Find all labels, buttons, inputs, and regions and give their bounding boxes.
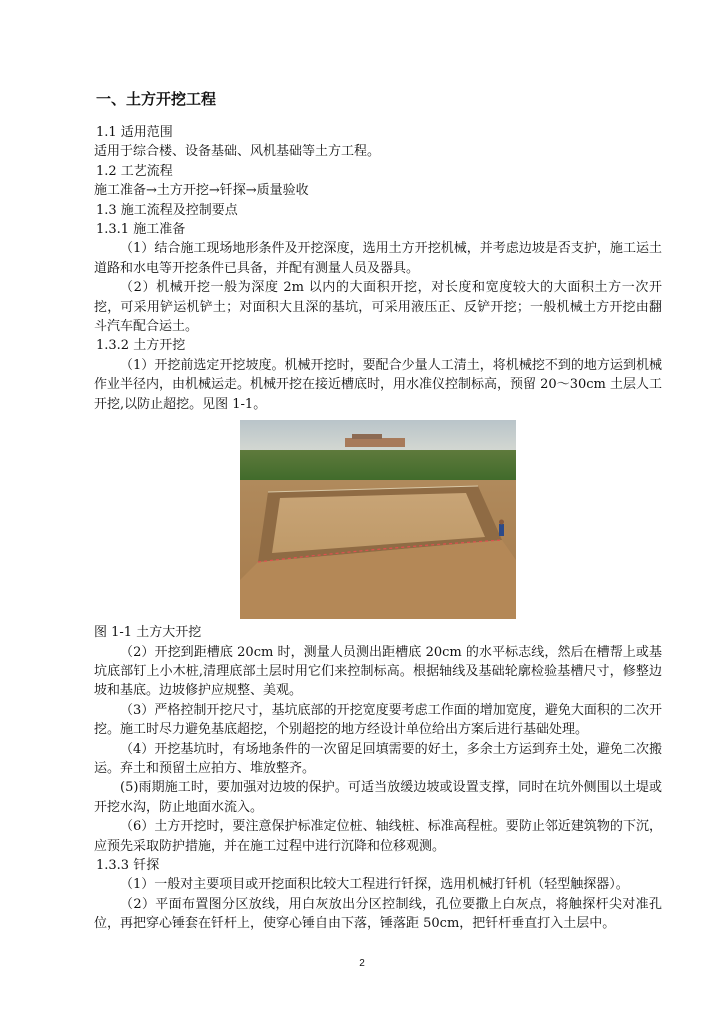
paragraph: （2）平面布置图分区放线，用白灰放出分区控制线，孔位要撒上白灰点，将触探杆尖对准孔位，再把穿心锤套在钎杆上，使穿心锤自由下落，锤落距 50cm，把钎杆垂直打入土层中。 bbox=[94, 896, 662, 932]
page-number: 2 bbox=[359, 958, 365, 969]
section-heading: 一、土方开挖工程 bbox=[96, 90, 217, 108]
subsection-1-1-text: 适用于综合楼、设备基础、风机基础等土方工程。 bbox=[94, 144, 381, 160]
subsection-1-2-text: 施工准备→土方开挖→钎探→质量验收 bbox=[94, 183, 309, 199]
paragraph: （1）结合施工现场地形条件及开挖深度，选用土方开挖机械，并考虑边坡是否支护，施工运土道路和水电等开挖条件已具备，并配有测量人员及器具。 bbox=[94, 241, 662, 276]
subsection-1-1: 1.1 适用范围 bbox=[96, 125, 173, 140]
paragraph: （2）开挖到距槽底 20cm 时，测量人员测出距槽底 20cm 的水平标志线，然后在槽帮上或基坑底部钉上小木桩,清理底部土层时用它们来控制标高。根据轴线及基础轮廓检验基槽尺寸，修整边坡和基底。边坡修护应规整、美观。 bbox=[94, 644, 662, 699]
excavation-photo-graphic bbox=[240, 420, 516, 619]
paragraph: （6）土方开挖时，要注意保护标准定位桩、轴线桩、标准高程桩。要防止邻近建筑物的下沉，应预先采取防护措施，并在施工过程中进行沉降和位移观测。 bbox=[94, 819, 662, 854]
subsection-1-3-1: 1.3.1 施工准备 bbox=[96, 222, 186, 238]
subsection-1-3-2: 1.3.2 土方开挖 bbox=[96, 338, 186, 354]
subsection-1-3: 1.3 施工流程及控制要点 bbox=[96, 202, 238, 218]
paragraph: (5)雨期施工时，要加强对边坡的保护。可适当放缓边坡或设置支撑，同时在坑外侧围以土堤或开挖水沟，防止地面水流入。 bbox=[94, 780, 662, 815]
paragraph: （1）一般对主要项目或开挖面积比较大工程进行钎探，选用机械打钎机（轻型触探器）。 bbox=[120, 877, 629, 893]
subsection-1-2: 1.2 工艺流程 bbox=[96, 163, 173, 179]
excavation-photo bbox=[240, 420, 516, 619]
paragraph: （3）严格控制开挖尺寸，基坑底部的开挖宽度要考虑工作面的增加宽度，避免大面积的二次开挖。施工时尽力避免基底超挖，个别超挖的地方经设计单位给出方案后进行基础处理。 bbox=[94, 702, 662, 738]
document-body bbox=[94, 123, 662, 934]
subsection-1-3-3: 1.3.3 钎探 bbox=[96, 857, 160, 873]
figure-caption: 图 1-1 土方大开挖 bbox=[94, 625, 202, 641]
paragraph: （4）开挖基坑时，有场地条件的一次留足回填需要的好土，多余土方运到弃土处，避免二次搬运。弃土和预留土应拍方、堆放整齐。 bbox=[94, 741, 662, 776]
paragraph: （1）开挖前选定开挖坡度。机械开挖时，要配合少量人工清土，将机械挖不到的地方运到机械作业半径内，由机械运走。机械开挖在接近槽底时，用水准仪控制标高，预留 20～30cm 土层人工开挖,以防止超挖。见图 1-1。 bbox=[94, 357, 662, 412]
paragraph: （2）机械开挖一般为深度 2m 以内的大面积开挖，对长度和宽度较大的大面积土方一次开挖，可采用铲运机铲土；对面积大且深的基坑，可采用液压正、反铲开挖；一般机械土方开挖由翻斗汽车配合运土。 bbox=[94, 280, 662, 335]
